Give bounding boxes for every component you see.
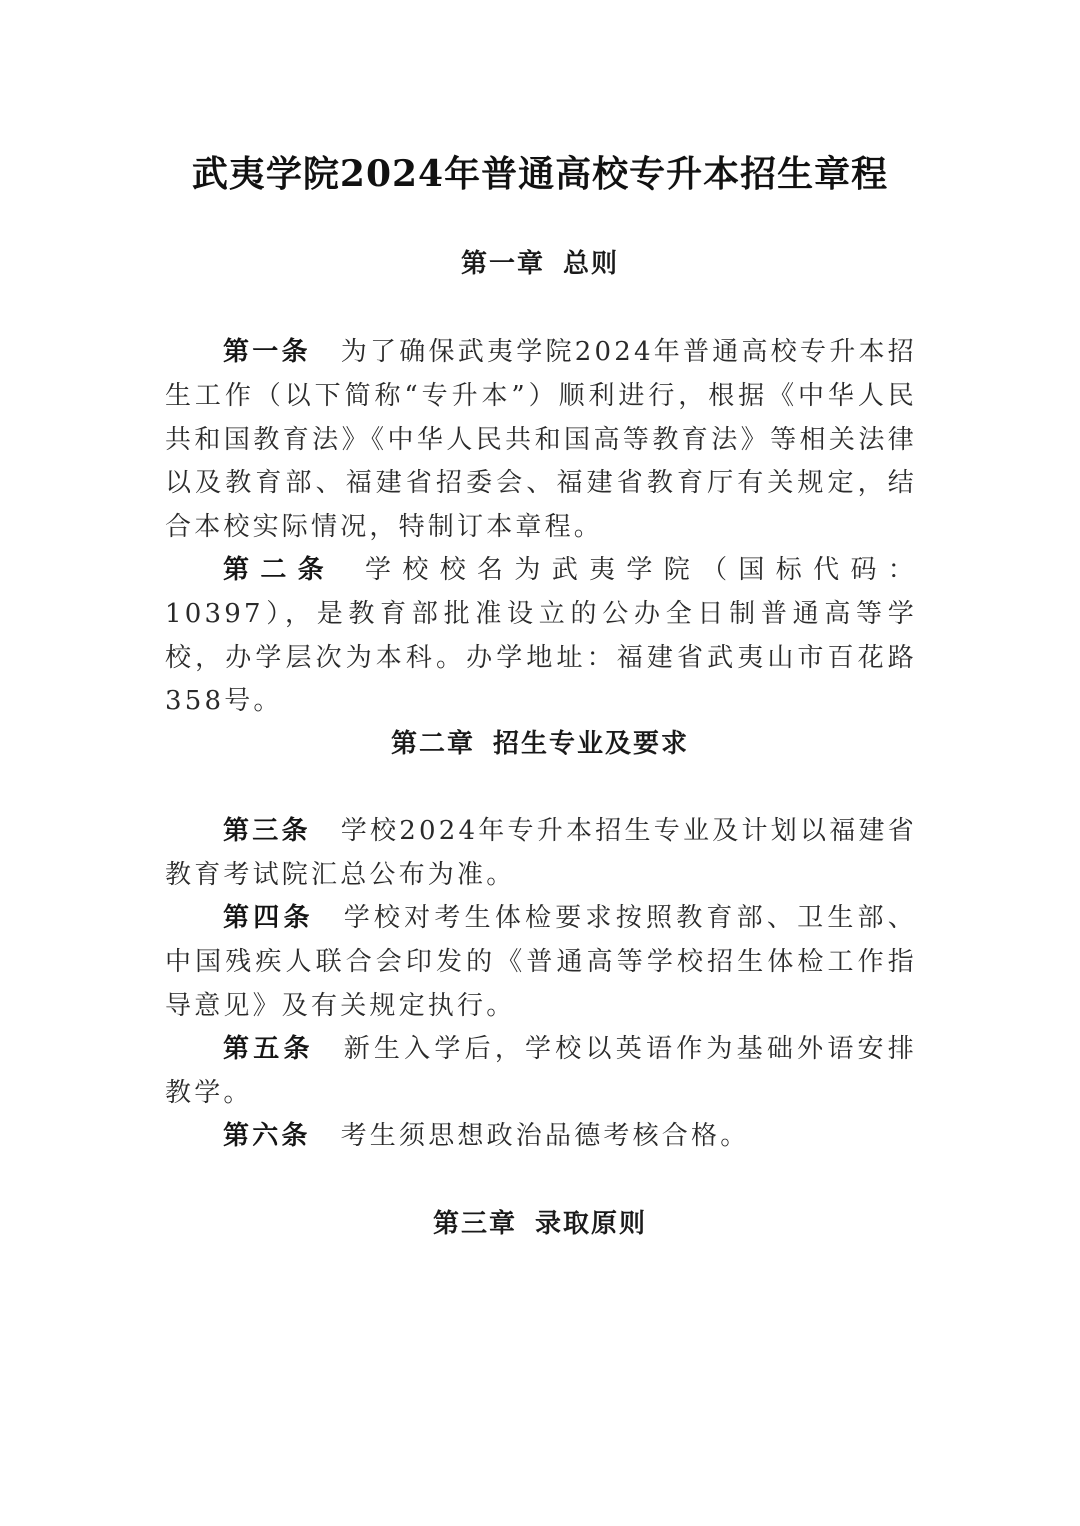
chapter-heading-3 [0,1204,1080,1244]
chapter-number: 第二章 [390,729,475,759]
article-label: 第五条 [223,1034,314,1064]
article-label: 第四条 [223,903,314,933]
chapter-heading-1 [0,244,1080,284]
article-label: 第一条 [223,337,311,367]
article-5 [165,1028,917,1116]
article-4 [165,897,917,1028]
chapter-name: 招生专业及要求 [493,729,690,759]
chapter-number: 第一章 [460,249,545,279]
article-label: 第三条 [223,816,311,846]
article-label: 第二条 [223,555,336,585]
article-text: 学校校名为武夷学院（国标代码：10397），是教育部批准设立的公办全日制普通高等学校，办学层次为本科。办学地址：福建省武夷山市百花路358号。 [165,555,917,717]
article-3 [165,810,917,898]
document-title: 武夷学院2024年普通高校专升本招生章程 [191,153,889,195]
article-6 [165,1115,917,1159]
chapter-heading-2 [0,724,1080,764]
article-1 [165,331,917,550]
article-text: 新生入学后，学校以英语作为基础外语安排教学。 [165,1034,917,1108]
article-text: 考生须思想政治品德考核合格。 [340,1121,750,1151]
chapter-name: 录取原则 [535,1209,648,1239]
article-text: 为了确保武夷学院2024年普通高校专升本招生工作（以下简称“专升本”）顺利进行，根据《中华人民共和国教育法》《中华人民共和国高等教育法》等相关法律以及教育部、福建省招委会、福建省教育厅有关规定，结合本校实际情况，特制订本章程。 [165,337,917,543]
article-text: 学校对考生体检要求按照教育部、卫生部、中国残疾人联合会印发的《普通高等学校招生体检工作指导意见》及有关规定执行。 [165,903,917,1021]
chapter-name: 总则 [563,249,620,279]
article-text: 学校2024年专升本招生专业及计划以福建省教育考试院汇总公布为准。 [165,816,917,890]
article-label: 第六条 [223,1121,311,1151]
chapter-number: 第三章 [432,1209,517,1239]
article-2 [165,549,917,724]
